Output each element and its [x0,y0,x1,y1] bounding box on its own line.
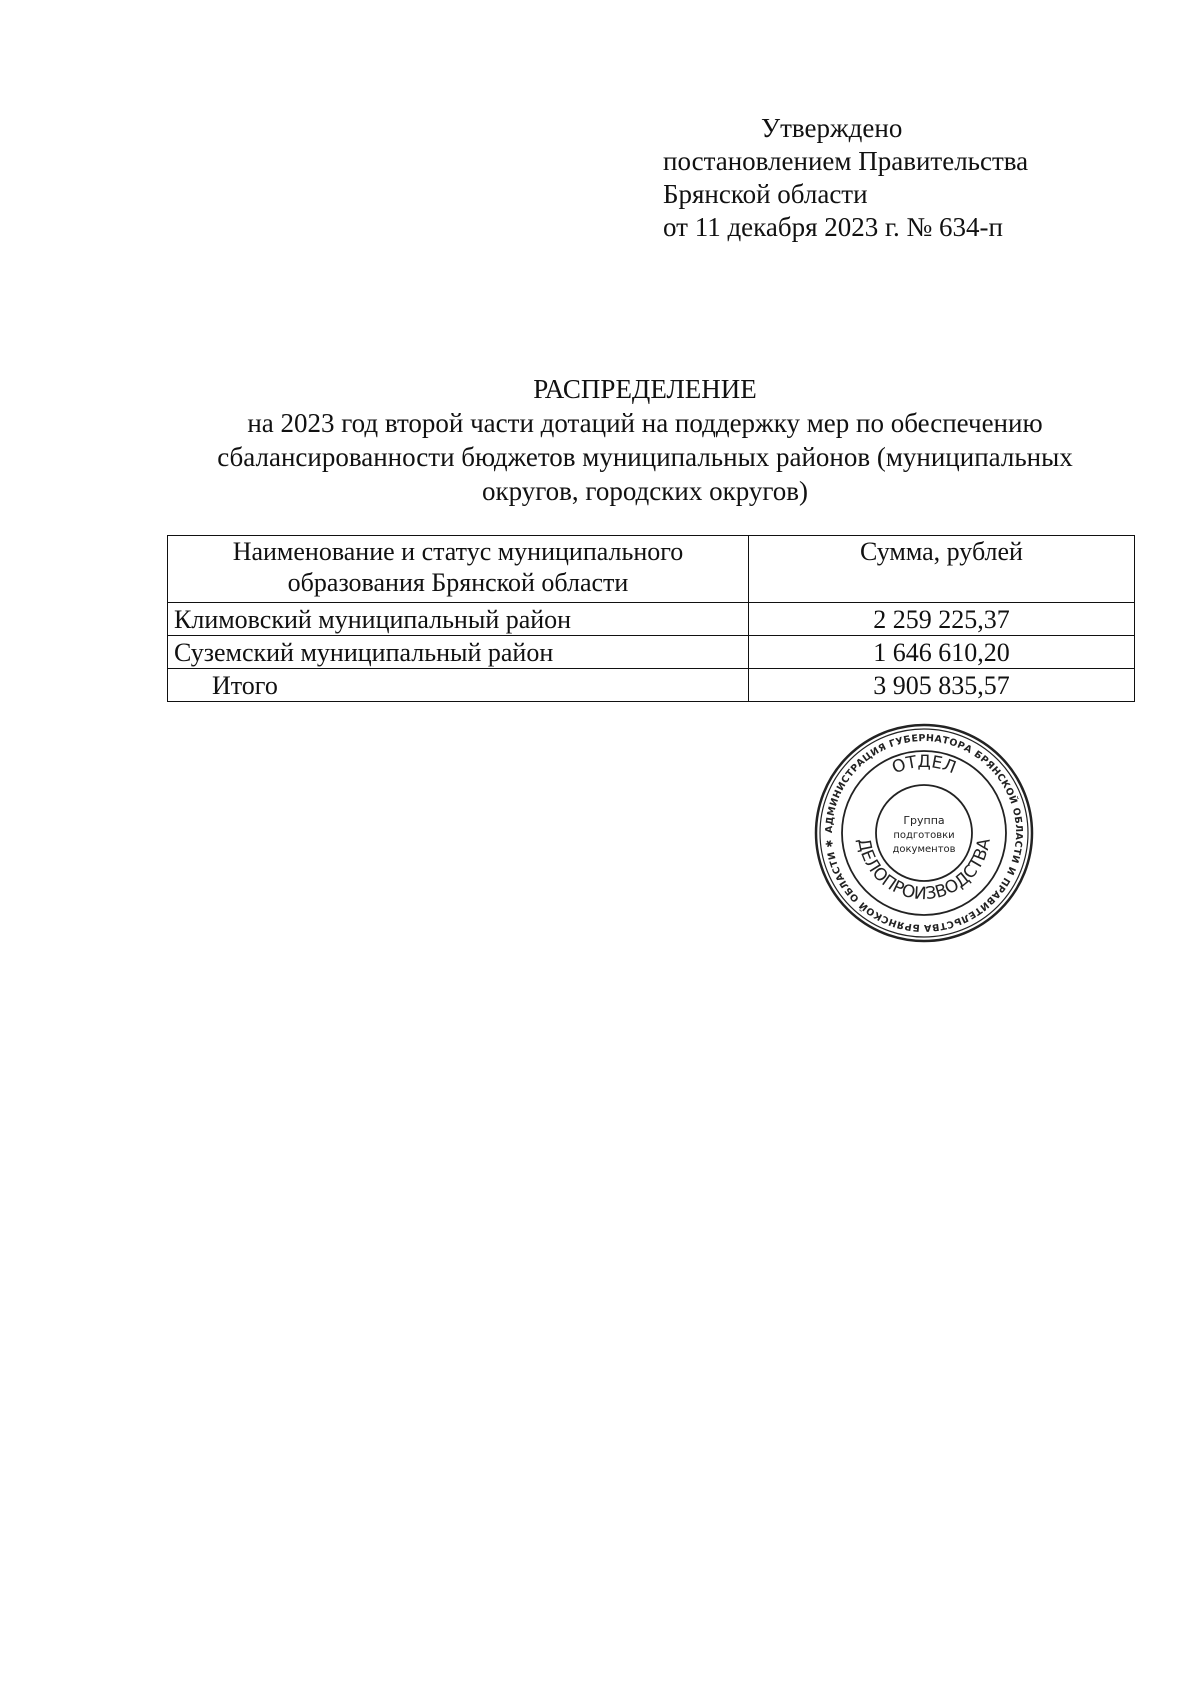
header-name-line-1: Наименование и статус муниципального [232,537,684,566]
table-row [168,603,1135,636]
approval-line-1: Утверждено [761,113,903,143]
header-name-line-2: образования Брянской области [287,568,629,597]
distribution-table [167,535,1135,702]
title-line-3: округов, городских округов) [482,476,808,506]
approval-line-3: Брянской области [663,179,868,209]
header-name [168,536,749,603]
stamp-outer-text: АДМИНИСТРАЦИЯ ГУБЕРНАТОРА БРЯНСКОЙ ОБЛАСТИ И ПРАВИТЕЛЬСТВА БРЯНСКОЙ ОБЛАСТИ ✱ [823,732,1025,934]
stamp-top-text: ОТДЕЛ [889,751,959,779]
approval-block [663,112,1028,244]
title-line-1: на 2023 год второй части дотаций на поддержку мер по обеспечению [247,408,1043,438]
table-header-row [168,536,1135,603]
row-name: Климовский муниципальный район [168,603,749,636]
approval-line-4: от 11 декабря 2023 г. № 634-п [663,212,1003,242]
row-name: Суземский муниципальный район [168,636,749,669]
official-stamp [813,722,1035,944]
svg-text:ОТДЕЛ [889,752,958,778]
header-sum: Сумма, рублей [749,536,1135,603]
total-label: Итого [168,669,749,702]
stamp-center-line-1: Группа [903,814,945,827]
row-sum: 2 259 225,37 [749,603,1135,636]
table-total-row [168,669,1135,702]
stamp-center-line-2: подготовки [893,830,955,841]
table-row [168,636,1135,669]
title-line-2: сбалансированности бюджетов муниципальных районов (муниципальных [217,442,1073,472]
title-heading: РАСПРЕДЕЛЕНИЕ [533,374,757,404]
row-sum: 1 646 610,20 [749,636,1135,669]
document-title [150,372,1140,508]
total-sum: 3 905 835,57 [749,669,1135,702]
stamp-ring-text: ДЕЛОПРОИЗВОДСТВА [853,836,995,905]
stamp-center-line-3: документов [892,844,956,855]
approval-line-2: постановлением Правительства [663,146,1029,176]
